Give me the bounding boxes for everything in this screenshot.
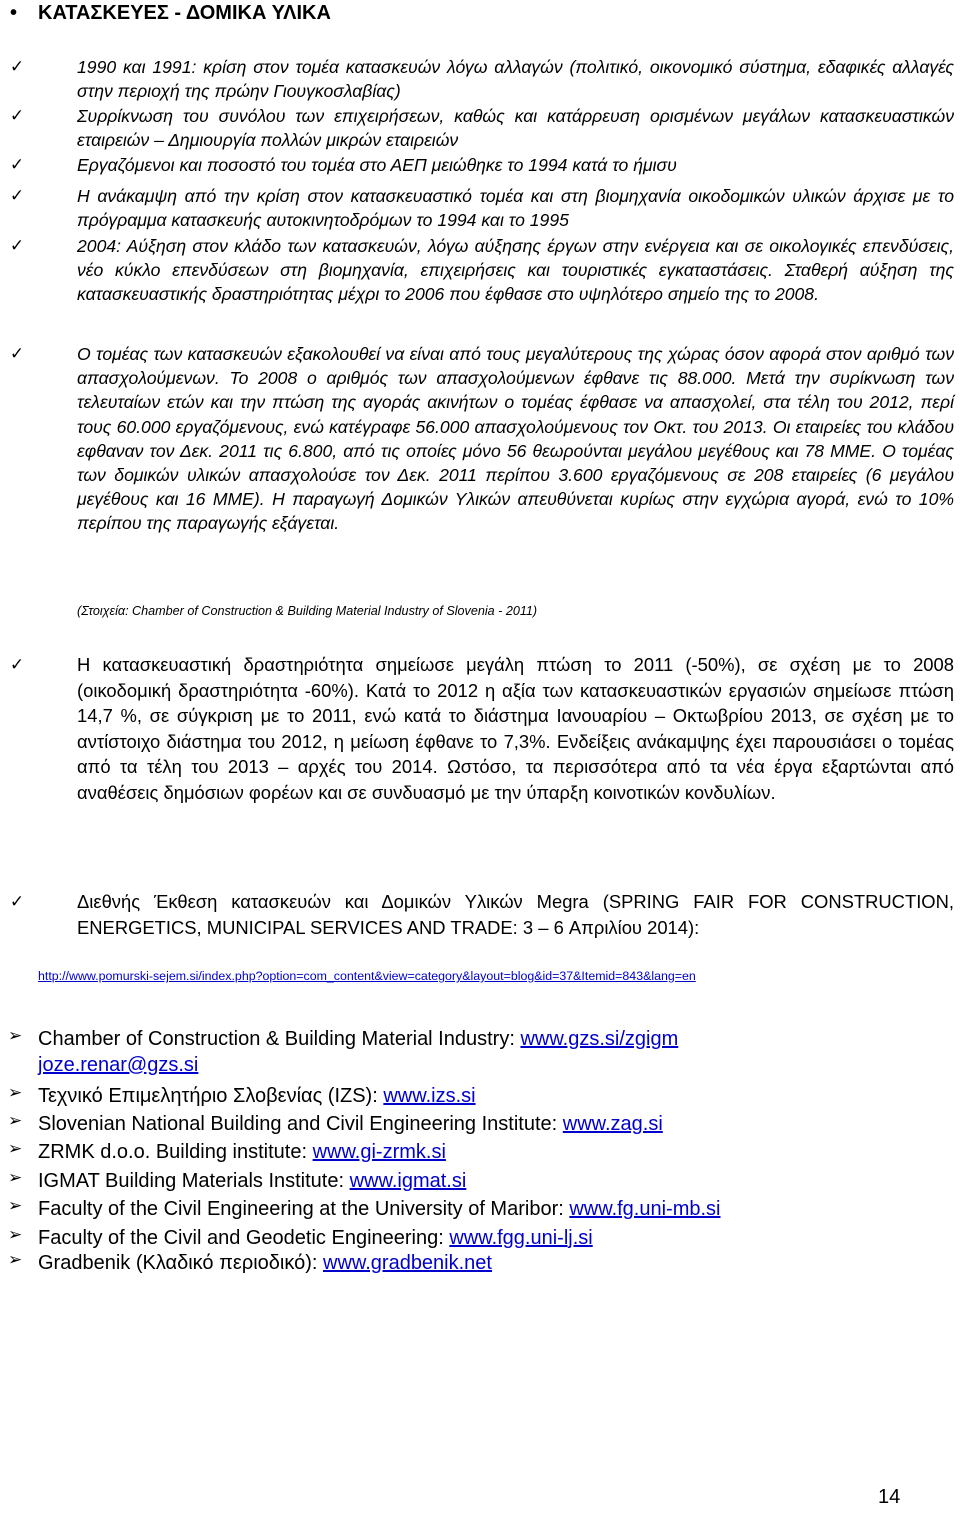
- megra-text: Διεθνής Έκθεση κατασκευών και Δομικών Υλικών Megra (SPRING FAIR FOR CONSTRUCTION, ENERGETICS, MUNICIPAL SERVICES AND TRADE: 3 – 6 Απριλίου 2014):: [77, 891, 954, 938]
- arrow-bullet-icon: ➢: [8, 1111, 23, 1131]
- link-url[interactable]: www.gzs.si/zgigm: [520, 1028, 679, 1050]
- link-url[interactable]: www.fgg.uni-lj.si: [449, 1227, 593, 1249]
- link-item: [0, 1026, 960, 1076]
- checkmark-icon: ✓: [9, 892, 25, 912]
- link-url[interactable]: www.izs.si: [383, 1085, 476, 1107]
- checkmark-icon: ✓: [9, 344, 25, 364]
- arrow-bullet-icon: ➢: [8, 1168, 23, 1188]
- checkmark-icon: ✓: [9, 106, 25, 126]
- checkmark-icon: ✓: [9, 155, 25, 175]
- arrow-bullet-icon: ➢: [8, 1083, 23, 1103]
- arrow-bullet-icon: ➢: [8, 1225, 23, 1245]
- link-item: [0, 1139, 960, 1167]
- arrow-bullet-icon: ➢: [8, 1139, 23, 1159]
- link-item: [0, 1111, 960, 1139]
- link-item: [0, 1083, 960, 1111]
- link-label: IGMAT Building Materials Institute:: [38, 1170, 350, 1192]
- link-url[interactable]: www.gradbenik.net: [323, 1252, 492, 1274]
- link-url[interactable]: www.fg.uni-mb.si: [569, 1198, 721, 1220]
- link-label: Faculty of the Civil and Geodetic Engineering:: [38, 1227, 450, 1249]
- checkmark-icon: ✓: [9, 236, 25, 256]
- link-item: [0, 1196, 960, 1224]
- link-url[interactable]: www.igmat.si: [349, 1170, 467, 1192]
- arrow-bullet-icon: ➢: [8, 1250, 23, 1270]
- link-label: ZRMK d.o.o. Building institute:: [38, 1141, 313, 1163]
- link-label: Faculty of the Civil Engineering at the University of Maribor:: [38, 1198, 570, 1220]
- list-item-text: Συρρίκνωση του συνόλου των επιχειρήσεων, καθώς και κατάρρευση ορισμένων μεγάλων κατασκευαστικών εταιρειών – Δημιουργία πολλών μικρών εταιρειών: [77, 106, 954, 151]
- bullet-icon: •: [10, 2, 18, 24]
- arrow-bullet-icon: ➢: [8, 1196, 23, 1216]
- link-url[interactable]: www.zag.si: [562, 1113, 663, 1135]
- link-item: [0, 1225, 960, 1253]
- arrow-bullet-icon: ➢: [8, 1026, 23, 1046]
- checkmark-icon: ✓: [9, 186, 25, 206]
- link-label: Gradbenik (Κλαδικό περιοδικό):: [38, 1252, 323, 1274]
- activity-text: Η κατασκευαστική δραστηριότητα σημείωσε μεγάλη πτώση το 2011 (-50%), σε σχέση με το 2008 (οικοδομική δραστηριότητα -60%). Κατά το 2012 η αξία των κατασκευαστικών εργασιών σημείωσε πτώση 14,7 %, σε σύγκριση με το 2011, ενώ κατά το διάστημα Ιανουαρίου – Οκτωβρίου 2013, σε σχέση με το αντίστοιχο διάστημα του 2012, η μείωση έφθανε το 7,3%. Ενδείξεις ανάκαμψης έχει παρουσιάσει ο τομέας από τα τέλη του 2013 – αρχές του 2014. Ωστόσο, τα περισσότερα από τα νέα έργα εξαρτώνται από αναθέσεις δημόσιων φορέων και σε συνδυασμό με την ύπαρξη κοινοτικών κονδυλίων.: [77, 654, 954, 803]
- link-item: [0, 1168, 960, 1196]
- megra-url-link[interactable]: http://www.pomurski-sejem.si/index.php?option=com_content&view=category&layout=blog&id=37&Itemid=843&lang=en: [38, 969, 696, 983]
- list-item-text: 2004: Αύξηση στον κλάδο των κατασκευών, λόγω αύξησης έργων στην ενέργεια και σε οικολογικές επενδύσεις, νέο κύκλο επενδύσεων στη βιομηχανία, επιχειρήσεις και τουριστικές εγκαταστάσεις. Σταθερή αύξηση της κατασκευαστικής δραστηριότητας μέχρι το 2006 που έφθασε στο υψηλότερο σημείο της το 2008.: [77, 236, 954, 305]
- checkmark-icon: ✓: [9, 655, 25, 675]
- link-email[interactable]: joze.renar@gzs.si: [38, 1054, 199, 1076]
- link-item: [0, 1250, 960, 1278]
- list-item-text: 1990 και 1991: κρίση στον τομέα κατασκευών λόγω αλλαγών (πολιτικό, οικονομικό σύστημα, εδαφικές αλλαγές στην περιοχή της πρώην Γιουγκοσλαβίας): [77, 57, 954, 102]
- list-item-text: Εργαζόμενοι και ποσοστό του τομέα στο ΑΕΠ μειώθηκε το 1994 κατά το ήμισυ: [77, 155, 677, 175]
- page-number: 14: [878, 1486, 901, 1508]
- section-title: ΚΑΤΑΣΚΕΥΕΣ - ΔΟΜΙΚΑ ΥΛΙΚΑ: [38, 2, 331, 24]
- link-label: Slovenian National Building and Civil Engineering Institute:: [38, 1113, 563, 1135]
- link-label: Τεχνικό Επιμελητήριο Σλοβενίας (IZS):: [38, 1085, 384, 1107]
- link-url[interactable]: www.gi-zrmk.si: [312, 1141, 446, 1163]
- source-text: (Στοιχεία: Chamber of Construction & Building Material Industry of Slovenia - 2011): [77, 604, 538, 618]
- list-item-text: Ο τομέας των κατασκευών εξακολουθεί να είναι από τους μεγαλύτερους της χώρας όσον αφορά στον αριθμό των απασχολούμενων. Το 2008 ο αριθμός των απασχολούμενων έφθανε τις 88.000. Μετά την συρίκνωση των τελευταίων ετών και την πτώση της αγοράς ακινήτων ο τομέας έφθασε να απασχολεί, στα τέλη του 2012, περί τους 60.000 εργαζόμενους, ενώ κατέγραφε 56.000 απασχολούμενους τον Οκτ. του 2013. Οι εταιρείες του κλάδου εφθαναν τον Δεκ. 2011 τις 6.800, από τις οποίες μόνο 56 θεωρούνται μεγάλου μεγέθους και 78 ΜΜΕ. Ο τομέας των δομικών υλικών απασχολούσε τον Δεκ. 2011 περίπου 3.600 εργαζόμενους σε 208 εταιρείες (6 μεγάλου μεγέθους και 16 ΜΜΕ). Η παραγωγή Δομικών Υλικών απευθύνεται κυρίως στην εγχώρια αγορά, ενώ το 10% περίπου της παραγωγής εξάγεται.: [77, 344, 954, 534]
- link-label: Chamber of Construction & Building Material Industry:: [38, 1028, 521, 1050]
- checkmark-icon: ✓: [9, 57, 25, 77]
- list-item-text: Η ανάκαμψη από την κρίση στον κατασκευαστικό τομέα και στη βιομηχανία οικοδομικών υλικών άρχισε με το πρόγραμμα κατασκευής αυτοκινητοδρόμων το 1994 και το 1995: [77, 186, 954, 231]
